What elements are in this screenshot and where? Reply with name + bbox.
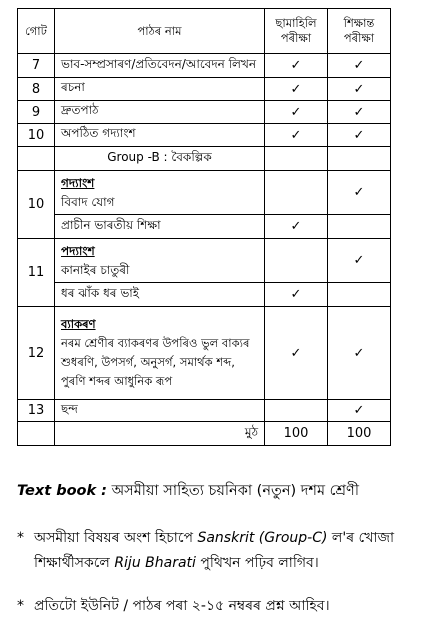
grammar-heading: ব্যাকৰণ xyxy=(61,317,96,331)
unit-number: 7 xyxy=(18,54,55,78)
lesson-name: কানাইৰ চাতুৰী xyxy=(61,262,130,277)
prose-row xyxy=(18,171,391,215)
table-row xyxy=(18,124,391,147)
grammar-cell xyxy=(55,307,265,400)
table-row xyxy=(18,54,391,78)
unit-number: 10 xyxy=(18,171,55,239)
grammar-line-1: নৰম শ্ৰেণীৰ ব্যাকৰণৰ উপৰিও ভুল বাক্যৰ xyxy=(61,336,250,350)
header-lesson: পাঠৰ নাম xyxy=(55,9,265,54)
note-part-3: পুথিখন পঢ়িব লাগিব। xyxy=(195,555,319,571)
final-check: ✓ xyxy=(328,101,391,124)
table-row xyxy=(18,78,391,101)
empty-cell xyxy=(265,239,328,283)
final-check: ✓ xyxy=(328,400,391,422)
note-marks xyxy=(17,594,415,619)
empty-cell xyxy=(18,422,55,446)
grammar-line-3: পুৰণি শব্দৰ আধুনিক ৰূপ xyxy=(61,374,173,388)
total-half-yearly: 100 xyxy=(265,422,328,446)
empty-cell xyxy=(265,147,328,171)
prose-row-2 xyxy=(18,215,391,239)
unit-number: 13 xyxy=(18,400,55,422)
total-row xyxy=(18,422,391,446)
empty-cell xyxy=(18,147,55,171)
final-check: ✓ xyxy=(328,171,391,215)
unit-number: 10 xyxy=(18,124,55,147)
final-check: ✓ xyxy=(328,78,391,101)
final-check: ✓ xyxy=(328,54,391,78)
lesson-name: অপঠিত গদ্যাংশ xyxy=(55,124,265,147)
note-riju-bharati: Riju Bharati xyxy=(114,555,196,571)
header-final-line2: পৰীক্ষা xyxy=(343,31,375,45)
half-yearly-check: ✓ xyxy=(265,307,328,400)
lesson-name: ৰচনা xyxy=(55,78,265,101)
prosody-row xyxy=(18,400,391,422)
header-final xyxy=(328,9,391,54)
half-yearly-check: ✓ xyxy=(265,215,328,239)
unit-number: 9 xyxy=(18,101,55,124)
group-b-label: Group -B : বৈকল্পিক xyxy=(55,147,265,171)
header-half-yearly-line1: ছামাহিলি xyxy=(275,16,317,30)
unit-number: 12 xyxy=(18,307,55,400)
header-half-yearly-line2: পৰীক্ষা xyxy=(280,31,312,45)
textbook-label: Text book : xyxy=(17,483,107,499)
poetry-row xyxy=(18,239,391,283)
unit-number: 11 xyxy=(18,239,55,307)
empty-cell xyxy=(265,400,328,422)
note-text xyxy=(34,526,415,576)
poetry-row-2 xyxy=(18,283,391,307)
unit-number: 8 xyxy=(18,78,55,101)
lesson-name: ছন্দ xyxy=(55,400,265,422)
note-part-1: অসমীয়া বিষয়ৰ অংশ হিচাপে xyxy=(34,530,198,546)
lesson-name: প্ৰাচীন ভাৰতীয় শিক্ষা xyxy=(55,215,265,239)
lesson-name: ধৰ ঝাঁক ধৰ ভাই xyxy=(55,283,265,307)
textbook-line xyxy=(17,481,412,501)
prose-heading: গদ্যাংশ xyxy=(61,175,95,190)
final-check: ✓ xyxy=(328,307,391,400)
half-yearly-check: ✓ xyxy=(265,101,328,124)
note-part-2: ল'ৰ খোজা শিক্ষাৰ্থীসকলে xyxy=(34,530,395,571)
empty-cell xyxy=(328,215,391,239)
grammar-row xyxy=(18,307,391,400)
half-yearly-check: ✓ xyxy=(265,283,328,307)
total-final: 100 xyxy=(328,422,391,446)
lesson-name: বিবাদ যোগ xyxy=(61,194,115,209)
empty-cell xyxy=(265,171,328,215)
final-check: ✓ xyxy=(328,239,391,283)
grammar-line-2: শুধৰণি, উপসৰ্গ, অনুসৰ্গ, সমাৰ্থক শব্দ, xyxy=(61,355,235,369)
lesson-name: ভাব-সম্প্ৰসাৰণ/প্ৰতিবেদন/আবেদন লিখন xyxy=(55,54,265,78)
header-half-yearly xyxy=(265,9,328,54)
prose-cell xyxy=(55,171,265,215)
half-yearly-check: ✓ xyxy=(265,124,328,147)
empty-cell xyxy=(328,147,391,171)
header-unit: গোট xyxy=(18,9,55,54)
half-yearly-check: ✓ xyxy=(265,54,328,78)
final-check: ✓ xyxy=(328,124,391,147)
empty-cell xyxy=(328,283,391,307)
half-yearly-check: ✓ xyxy=(265,78,328,101)
table-header-row xyxy=(18,9,391,54)
note-text: প্ৰতিটো ইউনিট / পাঠৰ পৰা ২-১৫ নম্বৰৰ প্ৰশ্ন আহিব। xyxy=(34,598,330,614)
total-label: মুঠ xyxy=(55,422,265,446)
poetry-cell xyxy=(55,239,265,283)
table-row xyxy=(18,101,391,124)
note-sanskrit-group: Sanskrit (Group-C) xyxy=(197,530,328,546)
header-final-line1: শিক্ষান্ত xyxy=(343,16,375,30)
textbook-title: অসমীয়া সাহিত্য চয়নিকা (নতুন) দশম শ্ৰেণী xyxy=(106,483,359,499)
group-b-row xyxy=(18,147,391,171)
poetry-heading: পদ্যাংশ xyxy=(61,243,95,258)
syllabus-table xyxy=(17,8,391,446)
note-sanskrit xyxy=(17,526,415,576)
lesson-name: দ্ৰুতপাঠ xyxy=(55,101,265,124)
note-bullet: * xyxy=(17,530,24,546)
note-bullet: * xyxy=(17,598,24,614)
